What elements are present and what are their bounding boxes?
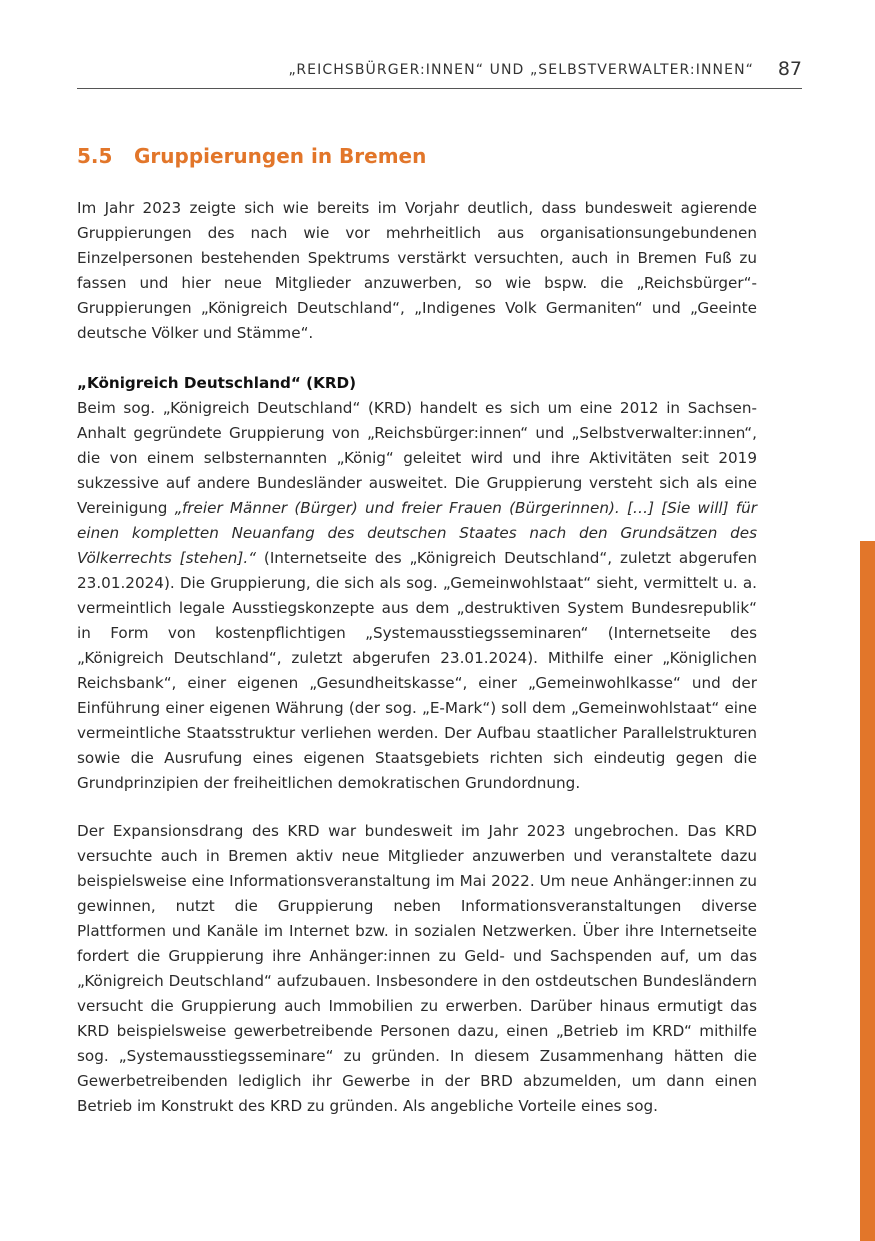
- chapter-side-bar: [860, 541, 875, 1241]
- running-title: „REICHSBÜRGER:INNEN“ UND „SELBSTVERWALTER:INNEN“: [288, 62, 754, 78]
- krd-paragraph-2: Der Expansionsdrang des KRD war bundesweit im Jahr 2023 ungebrochen. Das KRD versuchte auch in Bremen aktiv neue Mitglieder anzuwerben und veranstaltete dazu beispielsweise eine Informationsveranstaltung im Mai 2022. Um neue Anhänger:innen zu gewinnen, nutzt die Gruppierung neben Informationsveranstaltungen diverse Plattformen und Kanäle im Internet bzw. in sozialen Netzwerken. Über ihre Internetseite fordert die Gruppierung ihre Anhänger:innen zu Geld- und Sachspenden auf, um das „Königreich Deutschland“ aufzubauen. Insbesondere in den ostdeutschen Bundesländern versucht die Gruppierung auch Immobilien zu erwerben. Darüber hinaus ermutigt das KRD beispielsweise gewerbetreibende Personen dazu, einen „Betrieb im KRD“ mithilfe sog. „Systemausstiegsseminare“ zu gründen. In diesem Zusammenhang hätten die Gewerbetreibenden lediglich ihr Gewerbe in der BRD abzumelden, um dann einen Betrieb im Konstrukt des KRD zu gründen. Als angebliche Vorteile eines sog.: [77, 822, 757, 1115]
- krd-p1-quote: „freier Männer (Bürger) und freier Frauen (Bürgerinnen). […] [Sie will] für einen kompletten Neuanfang des deutschen Staates nach den Grundsätzen des Völkerrechts [stehen].“: [77, 499, 757, 567]
- section-number: 5.5: [77, 144, 113, 168]
- page-number: 87: [777, 58, 802, 80]
- krd-subheading: „Königreich Deutschland“ (KRD): [77, 374, 357, 392]
- krd-p1-text-a: Beim sog. „Königreich Deutschland“ (KRD) handelt es sich um eine 2012 in Sachsen-Anhalt gegründete Gruppierung von „Reichsbürger:innen“ und „Selbstverwalter:innen“, die von einem selbsternannten „König“ geleitet wird und ihre Aktivitäten seit 2019 sukzessive auf andere Bundesländer ausweitet. Die Gruppierung versteht sich als eine Vereinigung: [77, 399, 757, 517]
- krd-paragraph-1: [77, 396, 757, 796]
- section-title: Gruppierungen in Bremen: [134, 144, 427, 168]
- intro-paragraph: Im Jahr 2023 zeigte sich wie bereits im Vorjahr deutlich, dass bundesweit agierende Gruppierungen des nach wie vor mehrheitlich aus organisationsungebundenen Einzelpersonen bestehenden Spektrums verstärkt versuchten, auch in Bremen Fuß zu fassen und hier neue Mitglieder anzuwerben, so wie bspw. die „Reichsbürger“-Gruppierungen „Königreich Deutschland“, „Indigenes Volk Germaniten“ und „Geeinte deutsche Völker und Stämme“.: [77, 199, 757, 342]
- section-heading: [77, 144, 426, 168]
- running-header: [77, 58, 802, 89]
- krd-p1-text-b: (Internetseite des „Königreich Deutschland“, zuletzt abgerufen 23.01.2024). Die Gruppierung, die sich als sog. „Gemeinwohlstaat“ sieht, vermittelt u. a. vermeintlich legale Ausstiegskonzepte aus dem „destruktiven System Bundesrepublik“ in Form von kostenpflichtigen „Systemausstiegsseminaren“ (Internetseite des „Königreich Deutschland“, zuletzt abgerufen 23.01.2024). Mithilfe einer „Königlichen Reichsbank“, einer eigenen „Gesundheitskasse“, einer „Gemeinwohlkasse“ und der Einführung einer eigenen Währung (der sog. „E-Mark“) soll dem „Gemeinwohlstaat“ eine vermeintliche Staatsstruktur verliehen werden. Der Aufbau staatlicher Parallelstrukturen sowie die Ausrufung eines eigenen Staatsgebiets richten sich eindeutig gegen die Grundprinzipien der freiheitlichen demokratischen Grundordnung.: [77, 549, 758, 792]
